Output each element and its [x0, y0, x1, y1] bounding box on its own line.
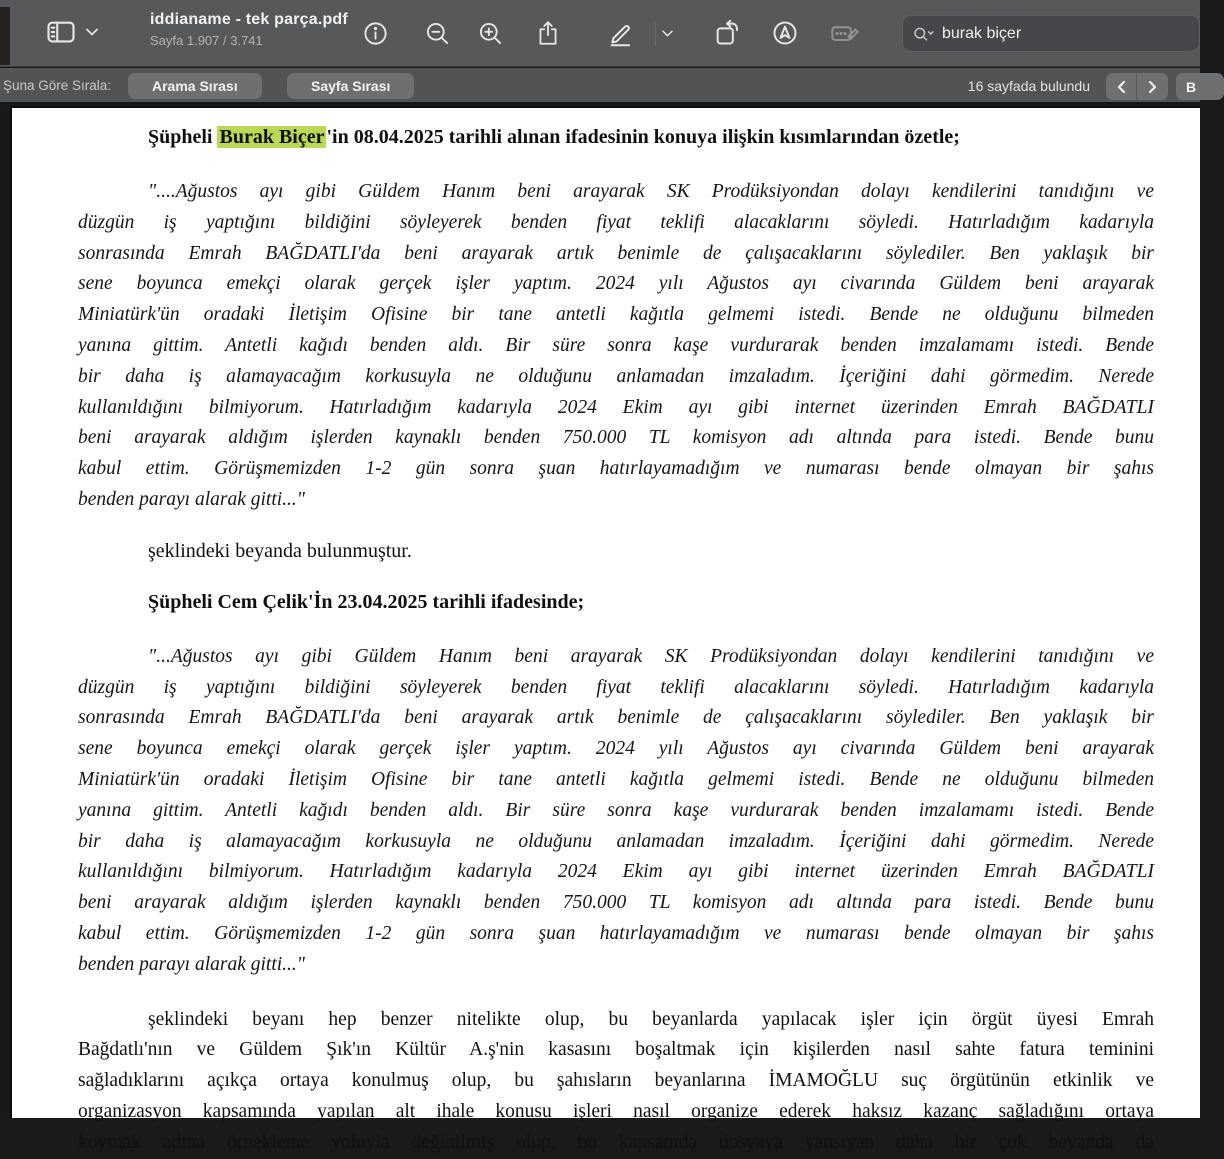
statement-line-1: şeklindeki beyanda bulunmuştur. — [148, 539, 412, 562]
result-navigation — [1106, 73, 1168, 100]
sidebar-chevron-button[interactable] — [84, 17, 100, 47]
done-button-partial[interactable]: B — [1176, 73, 1224, 100]
title-block — [150, 11, 348, 48]
sidebar-icon — [46, 19, 76, 45]
text-line: organizasyon kapsamında yapılan alt ihale konusu işleri nasıl organize ederek haksız kazanç sağladığını ortaya — [78, 1100, 1154, 1122]
text-line: benden parayı alarak gitti..." — [78, 488, 305, 510]
chevron-down-icon — [661, 29, 674, 38]
search-field[interactable] — [902, 15, 1200, 52]
zoom-out-button[interactable] — [422, 18, 452, 48]
text-line: Bağdatlı'nın ve Güldem Şık'ın Kültür A.ş'nin kasasını boşaltmak için kişilerden nasıl sahte fatura teminini — [78, 1039, 1154, 1061]
sort-page-order-button[interactable]: Sayfa Sırası — [287, 73, 414, 99]
closing-paragraph — [78, 1005, 1154, 1159]
search-input[interactable] — [942, 25, 1142, 43]
text-line: sene boyunca emekçi olarak gerçek işler yaptım. 2024 yılı Ağustos ayı civarında Güldem beni arayarak — [78, 273, 1154, 295]
sort-search-order-button[interactable]: Arama Sırası — [128, 73, 262, 99]
text-line: yanına gittim. Antetli kağıdı benden aldı. Bir süre sonra kaşe vurdurarak benden imzalamamı istedi. Bende — [78, 334, 1154, 356]
text-line: beni arayarak aldığım işlerden kaynaklı benden 750.000 TL komisyon adı altında para istedi. Bende bunu — [78, 427, 1154, 449]
rotate-icon — [713, 19, 741, 47]
text-line: şeklindeki beyanı hep benzer nitelikte olup, bu beyanlarda yapılacak işler için örgüt üyesi Emrah — [148, 1008, 1154, 1030]
text-line: kullanıldığını bilmiyorum. Hatırladığım kadarıyla 2024 Ekim ayı gibi internet üzerinden Emrah BAĞDATLI — [78, 396, 1154, 418]
navigation-button[interactable] — [770, 18, 800, 48]
text-line: düzgün iş yaptığını bildiğini söyleyerek benden fiyat teklifi alacaklarını söyledi. Hatırladığım kadarıyla — [78, 676, 1154, 698]
text-line: Miniatürk'ün oradaki İletişim Ofisine bir tane antetli kağıtla gelmemi istedi. Bende ne olduğunu bilmeden — [78, 304, 1154, 326]
text-line: sonrasında Emrah BAĞDATLI'da beni arayarak artık benimle de çalışacaklarını söylediler. Ben yaklaşık bir — [78, 707, 1154, 729]
toolbar — [0, 0, 1200, 67]
text-line: yanına gittim. Antetli kağıdı benden aldı. Bir süre sonra kaşe vurdurarak benden imzalamamı istedi. Bende — [78, 799, 1154, 821]
toolbar-divider — [655, 22, 656, 46]
text-line: sağladıklarını açıkça ortaya konulmuş olup, bu şahısların beyanlarına İMAMOĞLU suç örgütünün etkinlik ve — [78, 1070, 1154, 1092]
heading1-suffix: 'in 08.04.2025 tarihli alınan ifadesinin konuya ilişkin kısımlarından özetle; — [326, 126, 960, 148]
pdf-page — [10, 106, 1200, 1153]
search-highlight: Burak Biçer — [219, 126, 325, 148]
text-line: koymak adına örnekleme yoluyla değinilmiş olup, bu kapsamda dosyaya yansıyan daha bir çok beyanda da — [78, 1131, 1154, 1153]
zoom-out-icon — [424, 20, 451, 47]
pdf-viewport[interactable] — [0, 106, 1200, 1153]
text-line: bir daha iş alamayacağım korkusuyla ne olduğunu anlamadan imzaladım. İçeriğini dahi görmedim. Nerede — [78, 365, 1154, 387]
heading1-prefix: Şüpheli — [148, 126, 218, 148]
suspect-heading-2: Şüpheli Cem Çelik'İn 23.04.2025 tarihli ifadesinde; — [148, 590, 585, 613]
text-line: kabul ettim. Görüşmemizden 1-2 gün sonra şuan hatırlayamadığım ve numarası bende olmayan bir şahıs — [78, 458, 1154, 480]
text-line: beni arayarak aldığım işlerden kaynaklı benden 750.000 TL komisyon adı altında para istedi. Bende bunu — [78, 892, 1154, 914]
testimony-quote-1 — [78, 177, 1154, 516]
text-line: kullanıldığını bilmiyorum. Hatırladığım kadarıyla 2024 Ekim ayı gibi internet üzerinden Emrah BAĞDATLI — [78, 861, 1154, 883]
text-line: "....Ağustos ayı gibi Güldem Hanım beni arayarak SK Prodüksiyondan dolayı kendilerini tanıdığını ve — [148, 181, 1154, 202]
sort-by-label: Şuna Göre Sırala: — [3, 78, 112, 93]
markup-options-button[interactable] — [658, 18, 676, 48]
text-line: kabul ettim. Görüşmemizden 1-2 gün sonra şuan hatırlayamadığım ve numarası bende olmayan bir şahıs — [78, 922, 1154, 944]
text-line: düzgün iş yaptığını bildiğini söyleyerek benden fiyat teklifi alacaklarını söyledi. Hatırladığım kadarıyla — [78, 211, 1154, 233]
rotate-button[interactable] — [712, 18, 742, 48]
document-title: iddianame - tek parça.pdf — [150, 11, 348, 28]
chevron-down-icon — [85, 27, 99, 37]
search-icon — [913, 26, 935, 42]
markup-button[interactable] — [606, 18, 636, 48]
text-line: "...Ağustos ayı gibi Güldem Hanım beni arayarak SK Prodüksiyondan dolayı kendilerini tanıdığını ve — [148, 645, 1154, 667]
next-result-button[interactable] — [1137, 73, 1168, 100]
text-line: Miniatürk'ün oradaki İletişim Ofisine bir tane antetli kağıtla gelmemi istedi. Bende ne olduğunu bilmeden — [78, 768, 1154, 790]
text-line: sene boyunca emekçi olarak gerçek işler yaptım. 2024 yılı Ağustos ayı civarında Güldem beni arayarak — [78, 738, 1154, 760]
chevron-left-icon — [1116, 80, 1127, 94]
zoom-in-button[interactable] — [475, 18, 505, 48]
page-indicator: Sayfa 1.907 / 3.741 — [150, 33, 263, 48]
form-fill-icon — [830, 20, 860, 46]
markup-pencil-icon — [607, 19, 635, 47]
search-filter-bar — [0, 68, 1200, 104]
share-button[interactable] — [533, 18, 563, 48]
text-line: bir daha iş alamayacağım korkusuyla ne olduğunu anlamadan imzaladım. İçeriğini dahi görmedim. Nerede — [78, 830, 1154, 852]
previous-result-button[interactable] — [1106, 73, 1137, 100]
zoom-in-icon — [477, 20, 504, 47]
window-edge-sliver — [0, 7, 10, 65]
suspect-heading-1 — [78, 124, 1154, 151]
info-icon — [362, 20, 389, 47]
share-icon — [535, 19, 561, 47]
form-fill-button — [830, 18, 860, 48]
text-line: benden parayı alarak gitti..." — [78, 953, 305, 975]
testimony-quote-2 — [78, 642, 1154, 981]
navigation-icon — [771, 19, 799, 47]
search-results-count: 16 sayfada bulundu — [967, 78, 1090, 94]
info-button[interactable] — [360, 18, 390, 48]
chevron-right-icon — [1147, 80, 1158, 94]
sidebar-toggle-button[interactable] — [46, 17, 76, 47]
text-line: sonrasında Emrah BAĞDATLI'da beni arayarak artık benimle de çalışacaklarını söylediler. Ben yaklaşık bir — [78, 242, 1154, 264]
